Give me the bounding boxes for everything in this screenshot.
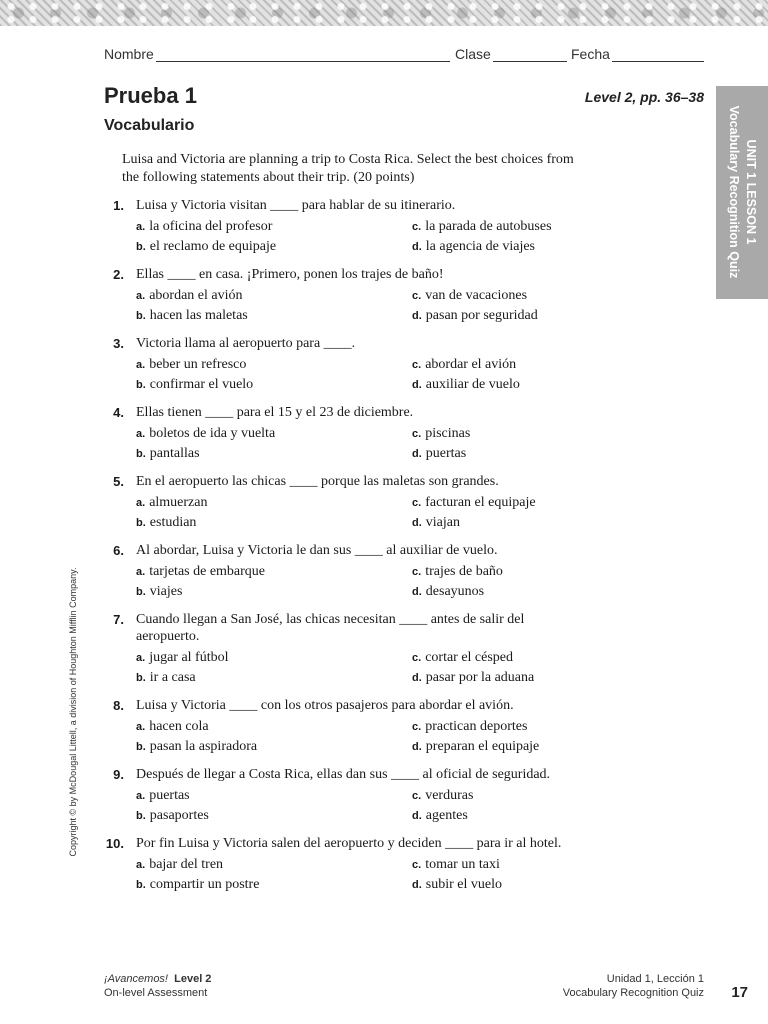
question-item <box>104 766 604 835</box>
assessment-type: On-level Assessment <box>104 987 208 999</box>
option-letter: a. <box>136 497 146 509</box>
option-letter: d. <box>412 379 422 391</box>
option-letter: c. <box>412 566 422 578</box>
question-number: 10. <box>105 836 124 851</box>
question-text: Cuando llegan a San José, las chicas necesitan ____ antes de salir del aeropuerto. <box>136 612 525 644</box>
option-letter: a. <box>136 566 146 578</box>
option-text: boletos de ida y vuelta <box>149 426 276 441</box>
option-letter: d. <box>412 741 422 753</box>
answer-option[interactable] <box>136 669 196 687</box>
option-letter: b. <box>136 810 146 822</box>
option-text: subir el vuelo <box>425 877 502 892</box>
answer-option[interactable] <box>136 876 259 894</box>
answer-option[interactable] <box>136 238 276 256</box>
footer-right <box>563 972 704 1000</box>
question-number: 6. <box>113 543 124 558</box>
option-text: pasan por seguridad <box>425 308 538 323</box>
question-number: 2. <box>113 267 124 282</box>
option-letter: d. <box>412 448 422 460</box>
option-text: hacen las maletas <box>149 308 248 323</box>
option-letter: d. <box>412 810 422 822</box>
question-item <box>104 697 604 766</box>
program-level: Level 2 <box>174 973 212 985</box>
option-text: pasar por la aduana <box>425 670 535 685</box>
question-list <box>104 197 604 904</box>
level-reference: Level 2, pp. 36–38 <box>584 89 704 105</box>
answer-option[interactable] <box>412 238 535 256</box>
option-text: pasaportes <box>149 808 209 823</box>
option-letter: b. <box>136 310 146 322</box>
page-title: Prueba 1 <box>104 83 197 108</box>
option-text: desayunos <box>425 584 485 599</box>
answer-option[interactable] <box>136 425 275 443</box>
question-text: Luisa y Victoria ____ con los otros pasajeros para abordar el avión. <box>136 698 514 713</box>
answer-option[interactable] <box>136 738 257 756</box>
option-letter: d. <box>412 879 422 891</box>
option-text: ir a casa <box>149 670 196 685</box>
option-letter: b. <box>136 741 146 753</box>
question-number: 4. <box>113 405 124 420</box>
answer-option[interactable] <box>136 583 182 601</box>
program-name: ¡Avancemos! <box>104 973 168 985</box>
option-text: hacen cola <box>149 719 209 734</box>
nombre-label: Nombre <box>104 46 154 62</box>
question-text: Por fin Luisa y Victoria salen del aeropuerto y deciden ____ para ir al hotel. <box>136 836 562 851</box>
option-text: la parada de autobuses <box>425 219 552 234</box>
question-text: Después de llegar a Costa Rica, ellas dan sus ____ al oficial de seguridad. <box>136 767 551 782</box>
option-text: cortar el césped <box>425 650 514 665</box>
clase-field[interactable] <box>493 60 567 62</box>
option-letter: c. <box>412 497 422 509</box>
option-letter: b. <box>136 517 146 529</box>
option-letter: a. <box>136 221 146 233</box>
side-tab-line1: UNIT 1 LESSON 1 <box>744 139 758 245</box>
option-text: practican deportes <box>425 719 528 734</box>
answer-option[interactable] <box>136 494 207 512</box>
option-text: la oficina del profesor <box>149 219 273 234</box>
answer-option[interactable] <box>136 287 242 305</box>
question-text: En el aeropuerto las chicas ____ porque las maletas son grandes. <box>136 474 499 489</box>
unit-lesson: Unidad 1, Lección 1 <box>606 973 704 985</box>
option-letter: b. <box>136 879 146 891</box>
option-text: abordan el avión <box>149 288 243 303</box>
option-text: pasan la aspiradora <box>149 739 258 754</box>
option-letter: d. <box>412 672 422 684</box>
option-letter: b. <box>136 586 146 598</box>
option-text: tarjetas de embarque <box>149 564 266 579</box>
option-letter: a. <box>136 428 146 440</box>
option-text: tomar un taxi <box>425 857 500 872</box>
option-letter: c. <box>412 652 422 664</box>
answer-option[interactable] <box>412 807 468 825</box>
answer-option[interactable] <box>412 425 470 443</box>
answer-option[interactable] <box>412 287 527 305</box>
option-text: agentes <box>425 808 468 823</box>
option-text: puertas <box>149 788 190 803</box>
option-letter: d. <box>412 241 422 253</box>
answer-option[interactable] <box>412 514 460 532</box>
question-text: Ellas tienen ____ para el 15 y el 23 de diciembre. <box>136 405 414 420</box>
question-item <box>104 197 604 266</box>
option-letter: c. <box>412 290 422 302</box>
option-text: trajes de baño <box>425 564 503 579</box>
answer-option[interactable] <box>412 649 513 667</box>
answer-option[interactable] <box>412 494 536 512</box>
copyright-notice: Copyright © by McDougal Littell, a division of Houghton Mifflin Company. <box>68 567 78 857</box>
answer-option[interactable] <box>412 563 503 581</box>
option-text: puertas <box>425 446 467 461</box>
option-letter: c. <box>412 859 422 871</box>
answer-option[interactable] <box>136 376 253 394</box>
option-letter: d. <box>412 517 422 529</box>
option-letter: d. <box>412 310 422 322</box>
answer-option[interactable] <box>412 669 534 687</box>
option-text: beber un refresco <box>149 357 247 372</box>
question-item <box>104 266 604 335</box>
option-letter: a. <box>136 359 146 371</box>
question-item <box>104 473 604 542</box>
answer-option[interactable] <box>136 356 246 374</box>
answer-option[interactable] <box>412 876 502 894</box>
answer-option[interactable] <box>412 856 500 874</box>
option-letter: b. <box>136 379 146 391</box>
decorative-banner <box>0 0 768 26</box>
answer-option[interactable] <box>136 563 265 581</box>
question-item <box>104 835 604 904</box>
question-text: Victoria llama al aeropuerto para ____. <box>136 336 356 351</box>
option-text: abordar el avión <box>425 357 517 372</box>
question-number: 7. <box>113 612 124 627</box>
page-number: 17 <box>731 984 748 1001</box>
option-letter: c. <box>412 790 422 802</box>
question-text: Al abordar, Luisa y Victoria le dan sus ____ al auxiliar de vuelo. <box>136 543 498 558</box>
option-text: van de vacaciones <box>425 288 528 303</box>
question-number: 9. <box>113 767 124 782</box>
answer-option[interactable] <box>136 856 223 874</box>
answer-option[interactable] <box>136 307 248 325</box>
option-letter: b. <box>136 241 146 253</box>
answer-option[interactable] <box>412 445 466 463</box>
answer-option[interactable] <box>136 649 229 667</box>
option-text: estudian <box>149 515 197 530</box>
option-text: jugar al fútbol <box>149 650 229 665</box>
fecha-label: Fecha <box>571 46 610 62</box>
option-letter: c. <box>412 221 422 233</box>
answer-option[interactable] <box>412 738 539 756</box>
student-info-row <box>104 44 704 64</box>
option-text: pantallas <box>149 446 200 461</box>
option-text: almuerzan <box>149 495 208 510</box>
option-letter: b. <box>136 448 146 460</box>
option-text: auxiliar de vuelo <box>425 377 520 392</box>
option-letter: c. <box>412 721 422 733</box>
answer-option[interactable] <box>136 807 209 825</box>
nombre-field[interactable] <box>156 60 450 62</box>
instructions: Luisa and Victoria are planning a trip to Costa Rica. Select the best choices from the following statements about their trip. (20 points) <box>122 152 574 185</box>
option-letter: c. <box>412 428 422 440</box>
question-number: 1. <box>113 198 124 213</box>
question-item <box>104 335 604 404</box>
answer-option[interactable] <box>136 718 209 736</box>
option-text: facturan el equipaje <box>425 495 536 510</box>
answer-option[interactable] <box>136 787 190 805</box>
option-letter: b. <box>136 672 146 684</box>
option-text: preparan el equipaje <box>425 739 540 754</box>
option-text: bajar del tren <box>149 857 224 872</box>
question-number: 3. <box>113 336 124 351</box>
question-item <box>104 611 604 697</box>
fecha-field[interactable] <box>612 60 704 62</box>
answer-option[interactable] <box>412 787 473 805</box>
option-text: la agencia de viajes <box>425 239 535 254</box>
option-letter: a. <box>136 652 146 664</box>
side-tab-line2: Vocabulary Recognition Quiz <box>727 105 741 279</box>
option-text: confirmar el vuelo <box>149 377 254 392</box>
option-letter: d. <box>412 586 422 598</box>
question-number: 5. <box>113 474 124 489</box>
option-letter: a. <box>136 859 146 871</box>
answer-option[interactable] <box>412 356 516 374</box>
option-text: piscinas <box>425 426 471 441</box>
option-text: viajan <box>425 515 460 530</box>
question-item <box>104 542 604 611</box>
answer-option[interactable] <box>412 583 484 601</box>
option-letter: a. <box>136 790 146 802</box>
section-subtitle: Vocabulario <box>104 117 195 134</box>
option-text: verduras <box>425 788 474 803</box>
answer-option[interactable] <box>136 218 272 236</box>
option-text: el reclamo de equipaje <box>149 239 277 254</box>
option-letter: a. <box>136 290 146 302</box>
answer-option[interactable] <box>412 718 527 736</box>
option-letter: c. <box>412 359 422 371</box>
option-text: compartir un postre <box>149 877 260 892</box>
answer-option[interactable] <box>136 445 200 463</box>
question-text: Luisa y Victoria visitan ____ para hablar de su itinerario. <box>136 198 456 213</box>
clase-label: Clase <box>455 46 491 62</box>
answer-option[interactable] <box>412 307 538 325</box>
quiz-type: Vocabulary Recognition Quiz <box>562 987 704 999</box>
option-text: viajes <box>149 584 183 599</box>
answer-option[interactable] <box>136 514 196 532</box>
answer-option[interactable] <box>412 376 520 394</box>
answer-option[interactable] <box>412 218 552 236</box>
question-text: Ellas ____ en casa. ¡Primero, ponen los trajes de baño! <box>136 267 444 282</box>
footer-left <box>104 972 211 1000</box>
option-letter: a. <box>136 721 146 733</box>
side-tab-label <box>725 86 759 299</box>
question-number: 8. <box>113 698 124 713</box>
question-item <box>104 404 604 473</box>
